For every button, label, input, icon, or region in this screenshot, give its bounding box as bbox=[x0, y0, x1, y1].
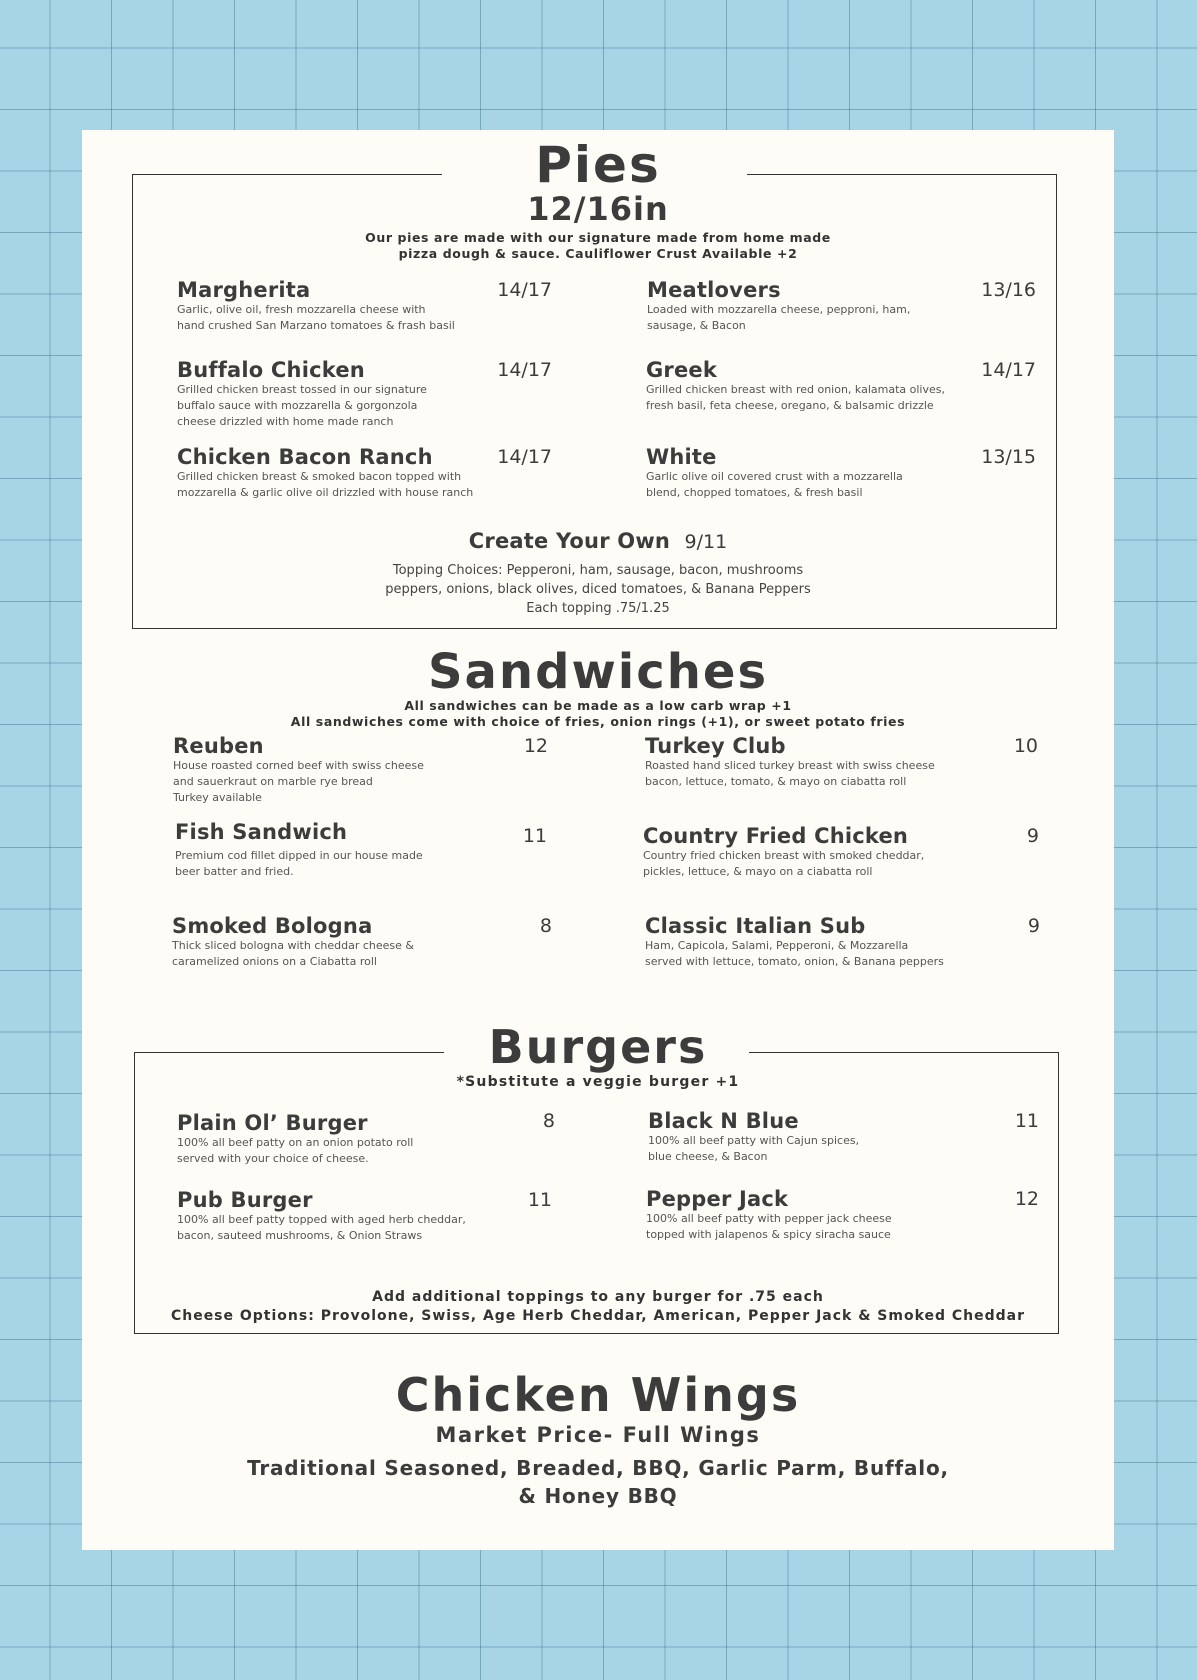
topping-choices: Topping Choices: Pepperoni, ham, sausage, bacon, mushrooms peppers, onions, black olives, diced tomatoes, & Banana Peppers Each topping .75/1.25 bbox=[385, 563, 811, 616]
item-description: Grilled chicken breast & smoked bacon topped with mozzarella & garlic olive oil drizzled with house ranch bbox=[177, 470, 474, 499]
item-description: 100% all beef patty with Cajun spices, blue cheese, & Bacon bbox=[648, 1134, 860, 1163]
item-description: Premium cod fillet dipped in our house made beer batter and fried. bbox=[175, 849, 423, 878]
item-price: 11 bbox=[522, 825, 547, 847]
item-price: 14/17 bbox=[497, 446, 552, 468]
item-price: 8 bbox=[539, 915, 552, 937]
item-name: Pub Burger bbox=[177, 1188, 313, 1212]
item-name: Meatlovers bbox=[647, 278, 781, 302]
menu-item bbox=[177, 278, 455, 334]
item-description: Country fried chicken breast with smoked cheddar, pickles, lettuce, & mayo on a ciabatta roll bbox=[643, 849, 925, 878]
pies-title: Pies bbox=[535, 136, 661, 194]
wings-title: Chicken Wings bbox=[395, 1368, 801, 1422]
item-name: Pepper Jack bbox=[646, 1187, 789, 1211]
item-name: Chicken Bacon Ranch bbox=[177, 445, 433, 469]
item-name: Fish Sandwich bbox=[175, 820, 348, 844]
item-price: 14/17 bbox=[981, 359, 1036, 381]
item-price: 9 bbox=[1027, 915, 1040, 937]
pies-note: Our pies are made with our signature made from home made pizza dough & sauce. Cauliflower Crust Available +2 bbox=[365, 230, 831, 261]
create-your-own-price: 9/11 bbox=[684, 531, 728, 553]
menu-item bbox=[648, 1109, 859, 1165]
menu-item bbox=[645, 914, 944, 970]
item-price: 12 bbox=[1014, 1188, 1039, 1210]
menu-item bbox=[646, 445, 903, 501]
menu-item bbox=[647, 278, 910, 334]
item-price: 14/17 bbox=[497, 359, 552, 381]
sandwiches-title: Sandwiches bbox=[427, 644, 769, 700]
menu-item bbox=[177, 1188, 466, 1244]
item-price: 13/16 bbox=[981, 279, 1036, 301]
item-price: 11 bbox=[527, 1189, 552, 1211]
item-description: House roasted corned beef with swiss cheese and sauerkraut on marble rye bread Turkey available bbox=[173, 759, 424, 804]
item-description: Garlic olive oil covered crust with a mozzarella blend, chopped tomatoes, & fresh basil bbox=[646, 470, 903, 499]
item-name: Smoked Bologna bbox=[172, 914, 373, 938]
pies-sizes: 12/16in bbox=[527, 190, 669, 228]
item-description: Roasted hand sliced turkey breast with swiss cheese bacon, lettuce, tomato, & mayo on ciabatta roll bbox=[645, 759, 935, 788]
menu-sheet bbox=[82, 130, 1114, 1550]
create-your-own-heading bbox=[82, 529, 1114, 553]
sandwiches-note: All sandwiches can be made as a low carb wrap +1 All sandwiches come with choice of fries, onion rings (+1), or sweet potato fries bbox=[290, 698, 906, 729]
create-your-own-name: Create Your Own bbox=[468, 529, 671, 553]
item-price: 13/15 bbox=[981, 446, 1036, 468]
item-description: Thick sliced bologna with cheddar cheese & caramelized onions on a Ciabatta roll bbox=[172, 939, 414, 968]
item-description: Garlic, olive oil, fresh mozzarella cheese with hand crushed San Marzano tomatoes & frash basil bbox=[177, 303, 455, 332]
burger-toppings-note: Add additional toppings to any burger for .75 each Cheese Options: Provolone, Swiss, Age Herb Cheddar, American, Pepper Jack & Smoked Cheddar bbox=[170, 1289, 1026, 1324]
item-description: Grilled chicken breast tossed in our signature buffalo sauce with mozzarella & gorgonzola cheese drizzled with home made ranch bbox=[177, 383, 427, 428]
menu-item bbox=[175, 820, 423, 880]
item-name: Reuben bbox=[173, 734, 264, 758]
item-description: Grilled chicken breast with red onion, kalamata olives, fresh basil, feta cheese, oregano, & balsamic drizzle bbox=[646, 383, 945, 412]
burgers-note: *Substitute a veggie burger +1 bbox=[456, 1074, 740, 1090]
item-name: Margherita bbox=[177, 278, 311, 302]
item-price: 8 bbox=[542, 1110, 555, 1132]
item-name: Turkey Club bbox=[645, 734, 786, 758]
item-price: 11 bbox=[1014, 1110, 1039, 1132]
item-description: 100% all beef patty topped with aged herb cheddar, bacon, sauteed mushrooms, & Onion Straws bbox=[177, 1213, 466, 1242]
item-name: White bbox=[646, 445, 717, 469]
item-name: Plain Ol’ Burger bbox=[177, 1111, 368, 1135]
item-name: Classic Italian Sub bbox=[645, 914, 866, 938]
menu-item bbox=[646, 1187, 892, 1243]
menu-item bbox=[173, 734, 424, 806]
menu-item bbox=[177, 445, 473, 501]
item-name: Country Fried Chicken bbox=[643, 824, 909, 848]
item-description: Ham, Capicola, Salami, Pepperoni, & Mozzarella served with lettuce, tomato, onion, & Banana peppers bbox=[645, 939, 944, 968]
item-price: 14/17 bbox=[497, 279, 552, 301]
item-description: Loaded with mozzarella cheese, pepproni, ham, sausage, & Bacon bbox=[647, 303, 911, 332]
item-description: 100% all beef patty on an onion potato roll served with your choice of cheese. bbox=[177, 1136, 414, 1165]
item-name: Buffalo Chicken bbox=[177, 358, 365, 382]
wings-flavors: Traditional Seasoned, Breaded, BBQ, Garlic Parm, Buffalo, & Honey BBQ bbox=[247, 1456, 949, 1508]
menu-item bbox=[645, 734, 935, 790]
item-description: 100% all beef patty with pepper jack cheese topped with jalapenos & spicy siracha sauce bbox=[646, 1212, 892, 1241]
menu-item bbox=[646, 358, 945, 414]
item-name: Black N Blue bbox=[648, 1109, 799, 1133]
menu-item bbox=[177, 1111, 413, 1167]
item-price: 9 bbox=[1026, 825, 1039, 847]
menu-item bbox=[643, 824, 924, 880]
item-price: 10 bbox=[1013, 735, 1038, 757]
item-price: 12 bbox=[523, 735, 548, 757]
burgers-title: Burgers bbox=[488, 1020, 708, 1074]
wings-subtitle: Market Price- Full Wings bbox=[435, 1423, 761, 1447]
menu-item bbox=[172, 914, 414, 970]
item-name: Greek bbox=[646, 358, 718, 382]
menu-item bbox=[177, 358, 427, 430]
